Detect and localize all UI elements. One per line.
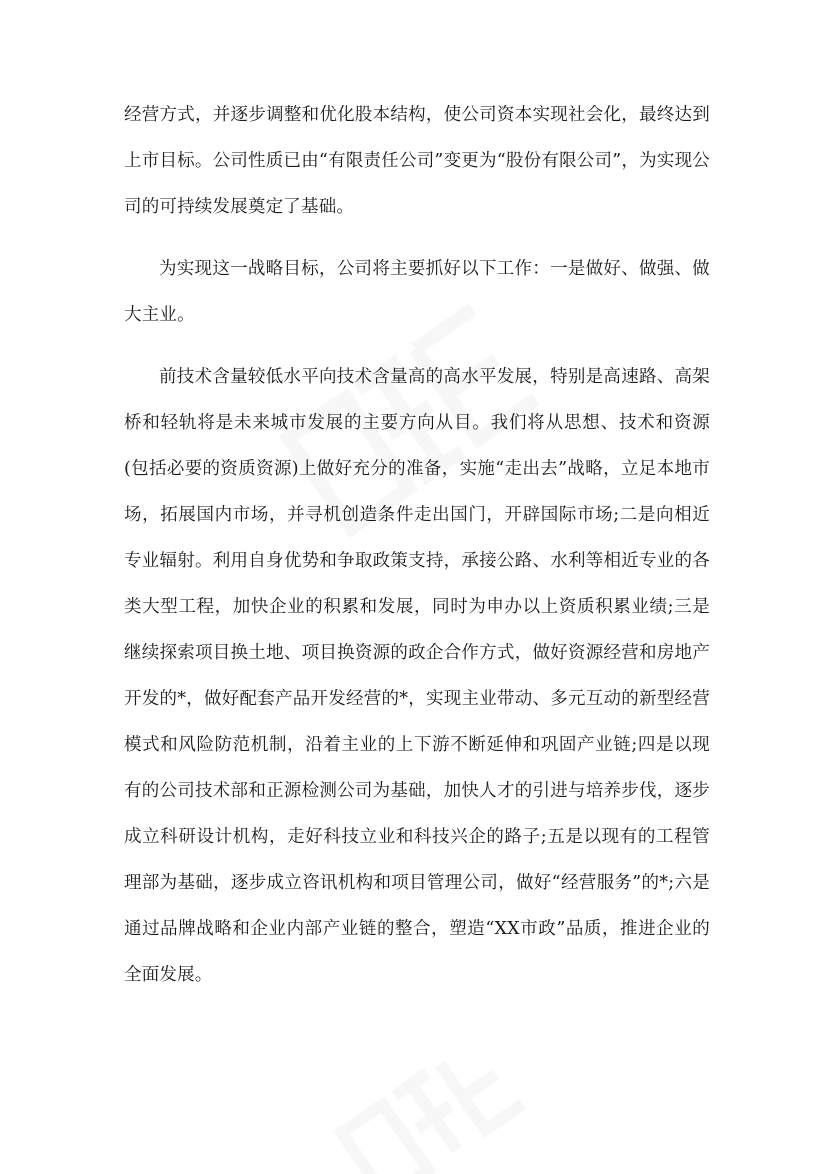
document-body bbox=[124, 92, 710, 998]
paragraph-2: 为实现这一战略目标，公司将主要抓好以下工作：一是做好、做强、做大主业。 bbox=[124, 259, 710, 325]
paragraph-3: 前技术含量较低水平向技术含量高的高水平发展，特别是高速路、高架桥和轻轨将是未来城市发展的主要方向从目。我们将从思想、技术和资源(包括必要的资质资源)上做好充分的准备，实施“走出去”战略，立足本地市场，拓展国内市场，并寻机创造条件走出国门，开辟国际市场;二是向相近专业辐射。利用自身优势和争取政策支持，承接公路、水利等相近专业的各类大型工程，加快企业的积累和发展，同时为申办以上资质积累业绩;三是继续探索项目换土地、项目换资源的政企合作方式，做好资源经营和房地产开发的*，做好配套产品开发经营的*，实现主业带动、多元互动的新型经营模式和风险防范机制，沿着主业的上下游不断延伸和巩固产业链;四是以现有的公司技术部和正源检测公司为基础，加快人才的引进与培养步伐，逐步成立科研设计机构，走好科技立业和科技兴企的路子;五是以现有的工程管理部为基础，逐步成立咨讯机构和项目管理公司，做好“经营服务”的*;六是通过品牌战略和企业内部产业链的整合，塑造“XX市政”品质，推进企业的全面发展。 bbox=[124, 367, 710, 985]
watermark-logo-icon-bottom bbox=[330, 1020, 530, 1174]
paragraph-1: 经营方式，并逐步调整和优化股本结构，使公司资本实现社会化，最终达到上市目标。公司性质已由“有限责任公司”变更为“股份有限公司”，为实现公司的可持续发展奠定了基础。 bbox=[124, 105, 710, 217]
paragraph-spacer bbox=[124, 338, 710, 354]
paragraph-spacer bbox=[124, 230, 710, 246]
